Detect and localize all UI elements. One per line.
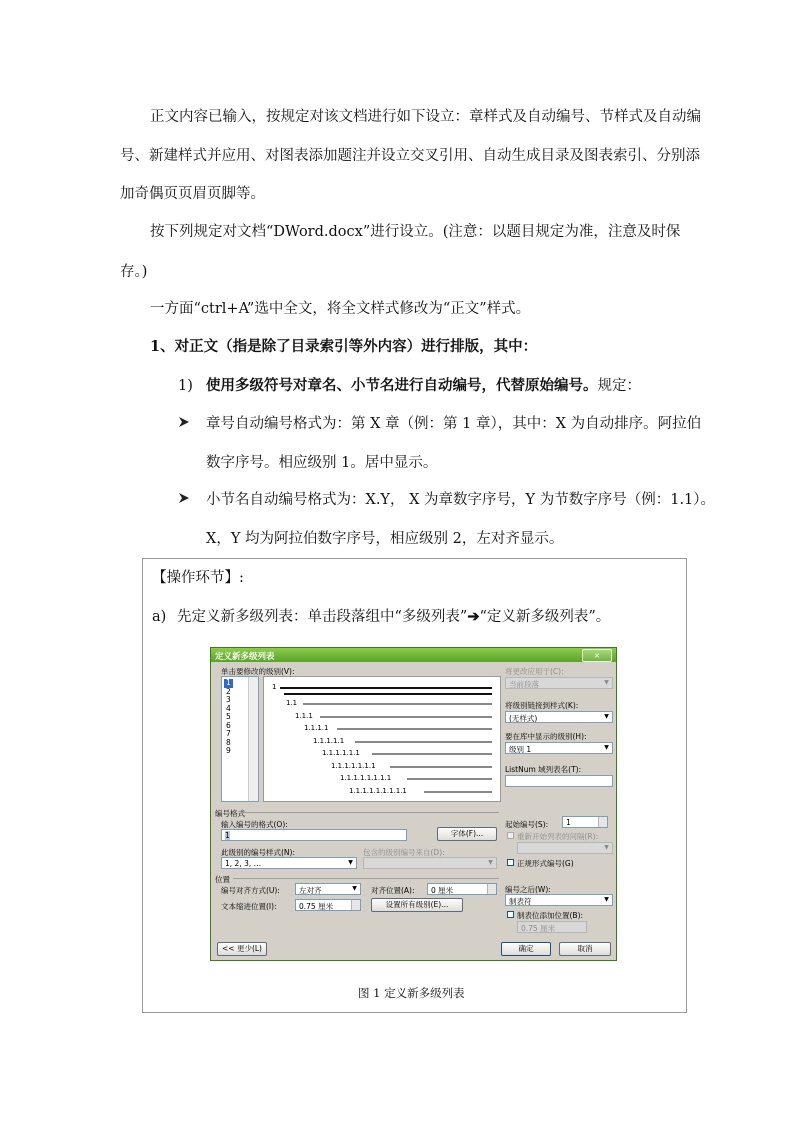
include-level-label: 包含的级别编号来自(D): (363, 848, 445, 857)
spinner-arrows[interactable] (487, 884, 496, 894)
preview-number: 1.1.1.1.1.1.1.1.1 (349, 786, 407, 795)
apply-to-value: 当前段落 (509, 680, 539, 689)
para1-line2: 号、新建样式并应用、对图表添加题注并设立交叉引用、自动生成目录及图表索引、分别添 (120, 148, 700, 164)
link-style-select[interactable] (505, 711, 613, 723)
indent-spinner[interactable] (295, 899, 361, 911)
level-listbox[interactable] (221, 676, 259, 802)
include-level-select[interactable] (363, 857, 497, 869)
start-at-label: 起始编号(S): (505, 820, 549, 829)
heading-1: 1、对正文（指是除了目录索引等外内容）进行排版，其中： (150, 338, 538, 355)
level-item[interactable]: 2 (226, 686, 231, 696)
alignment-value: 左对齐 (299, 886, 322, 895)
level-item[interactable]: 7 (226, 729, 231, 738)
enter-format-label: 输入编号的格式(O): (221, 820, 288, 829)
section-divider (233, 878, 499, 879)
level-preview (263, 676, 501, 802)
gallery-level-select[interactable] (505, 742, 613, 754)
figure-caption: 图 1 定义新多级列表 (358, 986, 465, 1000)
para2-line1: 按下列规定对文档“DWord.docx”进行设立。(注意：以题目规定为准，注意及时保 (150, 224, 681, 240)
dialog-title: 定义新多级列表 (215, 652, 275, 662)
chevron-down-icon: ▼ (604, 679, 609, 686)
follow-value: 制表符 (509, 897, 532, 906)
indent-label: 文本缩进位置(I): (221, 902, 277, 911)
tab-stop-label: 制表位添加位置(B): (517, 911, 584, 920)
preview-number: 1.1 (286, 699, 298, 707)
define-multilevel-list-dialog (210, 647, 617, 961)
bullet2-line1: 小节名自动编号格式为：X.Y， X 为章数字序号，Y 为节数字序号（例：1.1）。 (206, 492, 716, 508)
preview-number: 1.1.1.1.1.1 (322, 749, 360, 757)
aligned-at-value: 0 厘米 (431, 886, 454, 895)
item1-number: 1) (178, 378, 193, 394)
legal-checkbox[interactable] (507, 859, 514, 866)
number-style-value: 1, 2, 3, … (225, 859, 262, 868)
start-at-spinner[interactable] (562, 816, 608, 828)
preview-line (355, 741, 492, 743)
preview-line (320, 716, 492, 718)
level-label: 单击要修改的级别(V): (221, 667, 295, 676)
position-section: 位置 (215, 875, 230, 884)
chevron-down-icon: ▼ (488, 859, 493, 866)
level-item[interactable]: 3 (226, 695, 231, 704)
preview-line (337, 728, 492, 730)
enter-format-value: 1 (225, 831, 230, 840)
indent-value: 0.75 厘米 (299, 902, 334, 911)
arrowhead-bullet-icon (178, 416, 190, 432)
follow-label: 编号之后(W): (505, 885, 551, 894)
set-all-levels-button[interactable]: 设置所有级别(E)... (371, 898, 463, 912)
bullet2-line2: X，Y 均为阿拉伯数字序号，相应级别 2，左对齐显示。 (206, 531, 564, 547)
restart-checkbox[interactable] (507, 832, 514, 839)
preview-line (303, 703, 492, 705)
para3: 一方面“ctrl+A”选中全文，将全文样式修改为“正文”样式。 (150, 301, 531, 317)
level-item[interactable]: 6 (226, 720, 231, 730)
preview-number: 1.1.1 (295, 711, 313, 720)
para2-line2: 存。) (120, 264, 148, 280)
preview-number: 1.1.1.1.1 (313, 736, 345, 745)
step-a-text-after: “定义新多级列表”。 (479, 609, 611, 625)
number-style-label: 此级别的编号样式(N): (221, 848, 295, 857)
cancel-button[interactable]: 取消 (559, 942, 611, 956)
gallery-level-label: 要在库中显示的级别(H): (505, 732, 587, 741)
level-item[interactable]: 4 (226, 703, 231, 713)
chevron-down-icon: ▼ (604, 744, 609, 751)
chevron-down-icon: ▼ (604, 713, 609, 720)
step-a-text (177, 607, 610, 627)
bullet1-line2: 数字序号。相应级别 1。居中显示。 (206, 455, 438, 471)
restart-select[interactable] (517, 842, 613, 854)
level-item[interactable]: 1 (226, 678, 231, 687)
alignment-select[interactable] (295, 883, 361, 895)
preview-number: 1.1.1.1.1.1.1 (331, 761, 376, 770)
less-button[interactable]: << 更少(L) (217, 942, 267, 956)
tab-stop-spinner[interactable] (517, 921, 587, 933)
item1-text (206, 376, 641, 396)
spinner-arrows[interactable] (598, 817, 607, 827)
listnum-input[interactable] (505, 775, 613, 787)
aligned-at-label: 对齐位置(A): (371, 886, 415, 895)
level-item[interactable]: 8 (226, 737, 231, 747)
apply-to-label: 将更改应用于(C): (505, 667, 564, 676)
ok-button[interactable]: 确定 (501, 942, 551, 956)
preview-line (424, 791, 492, 793)
level-list-scrollbar[interactable] (248, 677, 258, 801)
spinner-arrows[interactable] (351, 900, 360, 910)
number-style-select[interactable] (221, 857, 357, 869)
chevron-down-icon: ▼ (348, 859, 353, 866)
arrowhead-bullet-icon (178, 492, 190, 508)
preview-line (280, 687, 492, 689)
preview-line (407, 778, 492, 780)
link-style-label: 将级别链接到样式(K): (505, 701, 579, 710)
number-format-section: 编号格式 (215, 809, 245, 818)
listnum-label: ListNum 域列表名(T): (505, 765, 582, 774)
section-divider (241, 812, 499, 813)
preview-number: 1.1.1.1.1.1.1.1 (340, 774, 392, 782)
preview-number: 1 (272, 683, 277, 691)
para1-line1: 正文内容已输入，按规定对该文档进行如下设立：章样式及自动编号、节样式及自动编 (150, 109, 701, 125)
close-icon[interactable]: × (582, 649, 612, 662)
restart-label: 重新开始列表的间隔(R): (517, 832, 599, 841)
bullet1-line1: 章号自动编号格式为：第 X 章（例：第 1 章），其中：X 为自动排序。阿拉伯 (206, 416, 702, 432)
step-a-label: a) (152, 609, 167, 625)
preview-number: 1.1.1.1 (304, 724, 329, 732)
para1-line3: 加奇偶页页眉页脚等。 (120, 186, 265, 202)
chevron-down-icon: ▼ (604, 844, 609, 851)
step-a-text-before: 先定义新多级列表：单击段落组中“多级列表” (177, 609, 468, 625)
preview-line (372, 753, 492, 755)
preview-line (284, 693, 492, 695)
item1-bold-text: 使用多级符号对章名、小节名进行自动编号，代替原始编号。 (206, 377, 598, 394)
legal-label: 正规形式编号(G) (517, 859, 574, 868)
chevron-down-icon: ▼ (352, 885, 357, 892)
aligned-at-spinner[interactable] (427, 883, 497, 895)
font-button[interactable]: 字体(F)... (437, 827, 497, 841)
follow-select[interactable] (505, 894, 613, 906)
link-style-value: (无样式) (509, 714, 538, 723)
chevron-down-icon: ▼ (604, 896, 609, 903)
operation-title: 【操作环节】: (152, 570, 244, 586)
apply-to-select[interactable] (505, 677, 613, 689)
level-item[interactable]: 5 (226, 712, 231, 721)
tab-stop-value: 0.75 厘米 (521, 924, 556, 933)
enter-format-input[interactable] (221, 829, 407, 841)
alignment-label: 编号对齐方式(U): (221, 886, 280, 895)
item1-tail-text: 规定： (597, 378, 641, 394)
right-arrow-icon: ➔ (467, 608, 480, 625)
gallery-level-value: 级别 1 (509, 745, 532, 754)
tab-stop-checkbox[interactable] (507, 911, 514, 918)
start-at-value: 1 (566, 818, 571, 827)
level-item[interactable]: 9 (226, 746, 231, 755)
preview-line (390, 766, 492, 768)
